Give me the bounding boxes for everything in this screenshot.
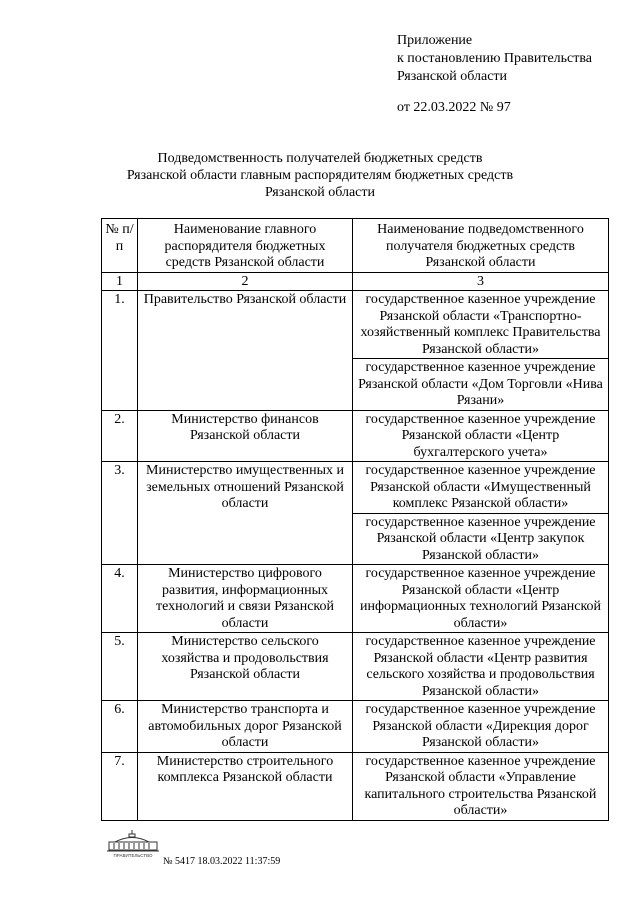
title-line-3: Рязанской области [264, 185, 376, 200]
recipient-name: государственное казенное учреждение Рязанской области «Центр информационных технологий Рязанской области» [353, 565, 609, 633]
row-number: 3. [102, 462, 138, 565]
row-number: 6. [102, 701, 138, 753]
recipient-name: государственное казенное учреждение Рязанской области «Имущественный комплекс Рязанской области» [353, 462, 609, 514]
manager-name: Министерство сельского хозяйства и продовольствия Рязанской области [138, 633, 353, 701]
table-row [102, 701, 609, 753]
title-line-1: Подведомственность получателей бюджетных средств [157, 151, 483, 166]
annex-title: Приложение [397, 33, 473, 48]
col-number-1: 1 [102, 272, 138, 291]
row-number: 2. [102, 410, 138, 462]
manager-name: Министерство транспорта и автомобильных дорог Рязанской области [138, 701, 353, 753]
header-num: № п/п [102, 219, 138, 273]
header-recipient: Наименование подведомственного получателя бюджетных средств Рязанской области [353, 219, 609, 273]
registration-stamp: № 5417 18.03.2022 11:37:59 [163, 856, 281, 867]
annex-reference: к постановлению Правительства [397, 51, 593, 66]
table-row [102, 291, 609, 359]
col-number-2: 2 [138, 272, 353, 291]
recipient-name: государственное казенное учреждение Рязанской области «Управление капитального строительства Рязанской области» [353, 752, 609, 820]
row-number: 1. [102, 291, 138, 411]
table-row [102, 410, 609, 462]
table-header-row [102, 219, 609, 273]
table-row [102, 462, 609, 514]
recipient-name: государственное казенное учреждение Рязанской области «Транспортно-хозяйственный комплекс Правительства Рязанской области» [353, 291, 609, 359]
manager-name: Министерство имущественных и земельных отношений Рязанской области [138, 462, 353, 565]
document-title [95, 150, 545, 201]
subordination-table [101, 218, 609, 821]
manager-name: Министерство финансов Рязанской области [138, 410, 353, 462]
table-row [102, 565, 609, 633]
header-manager: Наименование главного распорядителя бюджетных средств Рязанской области [138, 219, 353, 273]
recipient-name: государственное казенное учреждение Рязанской области «Центр бухгалтерского учета» [353, 410, 609, 462]
table-row [102, 633, 609, 701]
footer [105, 828, 405, 878]
row-number: 7. [102, 752, 138, 820]
government-building-logo [105, 828, 161, 858]
manager-name: Правительство Рязанской области [138, 291, 353, 411]
column-number-row [102, 272, 609, 291]
row-number: 4. [102, 565, 138, 633]
recipient-name: государственное казенное учреждение Рязанской области «Центр закупок Рязанской области» [353, 513, 609, 565]
title-line-2: Рязанской области главным распорядителям бюджетных средств [126, 168, 514, 183]
recipient-name: государственное казенное учреждение Рязанской области «Центр развития сельского хозяйства и продовольствия Рязанской области» [353, 633, 609, 701]
table-body [102, 219, 609, 821]
recipient-name: государственное казенное учреждение Рязанской области «Дом Торговли «Нива Рязани» [353, 359, 609, 411]
manager-name: Министерство цифрового развития, информационных технологий и связи Рязанской области [138, 565, 353, 633]
table-row [102, 752, 609, 820]
row-number: 5. [102, 633, 138, 701]
logo-text: ПРАВИТЕЛЬСТВО [113, 853, 153, 858]
annex-region: Рязанской области [397, 69, 508, 84]
manager-name: Министерство строительного комплекса Рязанской области [138, 752, 353, 820]
annex-date: от 22.03.2022 № 97 [397, 100, 511, 115]
recipient-name: государственное казенное учреждение Рязанской области «Дирекция дорог Рязанской области» [353, 701, 609, 753]
col-number-3: 3 [353, 272, 609, 291]
annex-block [397, 32, 592, 117]
